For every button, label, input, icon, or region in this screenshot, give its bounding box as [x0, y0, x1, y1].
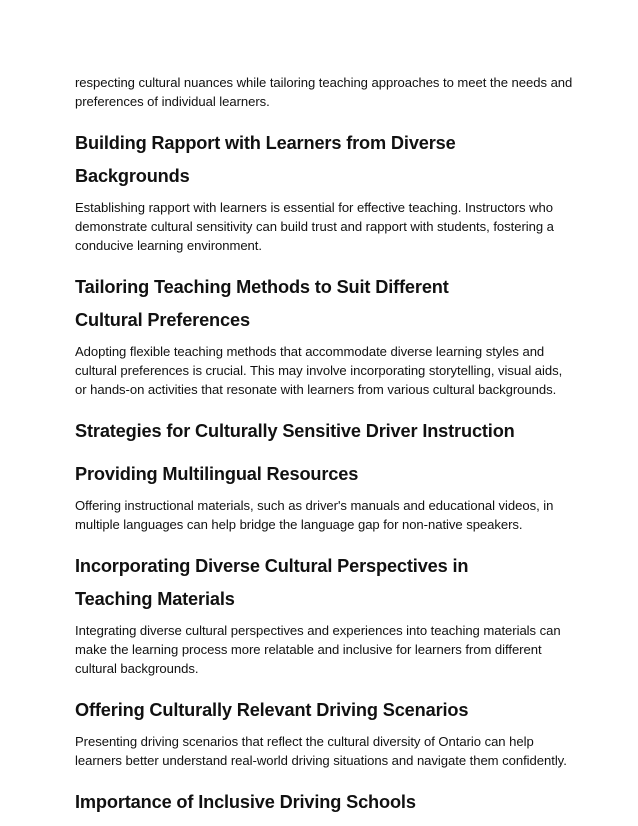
section-heading: Tailoring Teaching Methods to Suit Different Cultural Preferences — [75, 277, 449, 330]
section-heading: Strategies for Culturally Sensitive Driver Instruction — [75, 421, 515, 441]
section-heading: Incorporating Diverse Cultural Perspectives in Teaching Materials — [75, 556, 469, 609]
paragraph: Establishing rapport with learners is essential for effective teaching. Instructors who demonstrate cultural sensitivity can build trust and rapport with students, fostering a conducive learning environment. — [75, 200, 554, 253]
paragraph: respecting cultural nuances while tailoring teaching approaches to meet the needs and preferences of individual learners. — [75, 75, 573, 109]
paragraph: Adopting flexible teaching methods that accommodate diverse learning styles and cultural preferences is crucial. This may involve incorporating storytelling, visual aids, or hands-on activities that resonate with learners from various cultural backgrounds. — [75, 344, 563, 397]
document-page — [75, 73, 575, 819]
section-heading: Building Rapport with Learners from Diverse Backgrounds — [75, 133, 456, 186]
section-heading: Providing Multilingual Resources — [75, 464, 359, 484]
paragraph: Presenting driving scenarios that reflect the cultural diversity of Ontario can help learners better understand real-world driving situations and navigate them confidently. — [75, 734, 567, 768]
paragraph: Offering instructional materials, such as driver's manuals and educational videos, in multiple languages can help bridge the language gap for non-native speakers. — [75, 498, 554, 532]
section-heading: Importance of Inclusive Driving Schools — [75, 792, 416, 812]
section-heading: Offering Culturally Relevant Driving Scenarios — [75, 700, 469, 720]
paragraph: Integrating diverse cultural perspectives and experiences into teaching materials can make the learning process more relatable and inclusive for learners from different cultural backgrounds. — [75, 623, 561, 676]
